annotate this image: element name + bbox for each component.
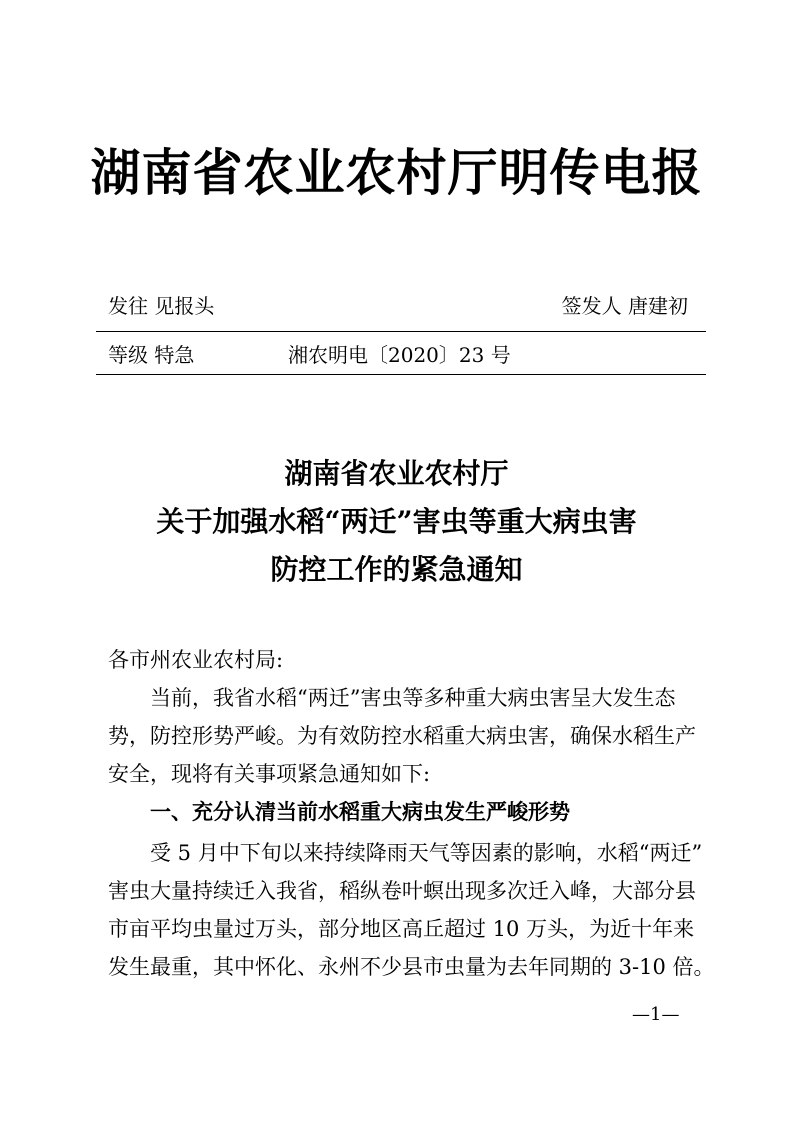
document-number: 湘农明电〔2020〕23 号 <box>288 343 511 367</box>
send-to: 发往 见报头 <box>108 294 215 318</box>
meta-row-recipients <box>96 286 706 326</box>
document-title-line: 关于加强水稻“两迁”害虫等重大病虫害 <box>156 505 637 538</box>
section-heading: 一、充分认清当前水稻重大病虫发生严峻形势 <box>150 799 570 824</box>
paragraph-line: 市亩平均虫量过万头，部分地区高丘超过 10 万头，为近十年来 <box>108 917 695 941</box>
page-number: —1— <box>632 1004 680 1025</box>
paragraph-line: 发生最重，其中怀化、永州不少县市虫量为去年同期的 3-10 倍。 <box>108 955 715 979</box>
paragraph-line: 安全，现将有关事项紧急通知如下: <box>108 762 431 786</box>
paragraph-line: 受 5 月中下旬以来持续降雨天气等因素的影响，水稻“两迁” <box>150 841 703 865</box>
document-title-line: 防控工作的紧急通知 <box>270 553 523 586</box>
paragraph-line: 势，防控形势严峻。为有效防控水稻重大病虫害，确保水稻生产 <box>108 724 696 748</box>
document-title-line: 湖南省农业农村厅 <box>284 457 509 490</box>
urgency-level: 等级 特急 <box>108 343 195 367</box>
meta-row-level <box>96 335 706 375</box>
paragraph-line: 当前，我省水稻“两迁”害虫等多种重大病虫害呈大发生态 <box>150 686 676 710</box>
divider-bottom <box>96 374 706 375</box>
salutation: 各市州农业农村局: <box>108 648 284 672</box>
masthead-title: 湖南省农业农村厅明传电报 <box>90 143 703 202</box>
paragraph-line: 害虫大量持续迁入我省，稻纵卷叶螟出现多次迁入峰，大部分县 <box>108 879 696 903</box>
signer: 签发人 唐建初 <box>561 294 688 318</box>
divider-top <box>96 331 706 332</box>
